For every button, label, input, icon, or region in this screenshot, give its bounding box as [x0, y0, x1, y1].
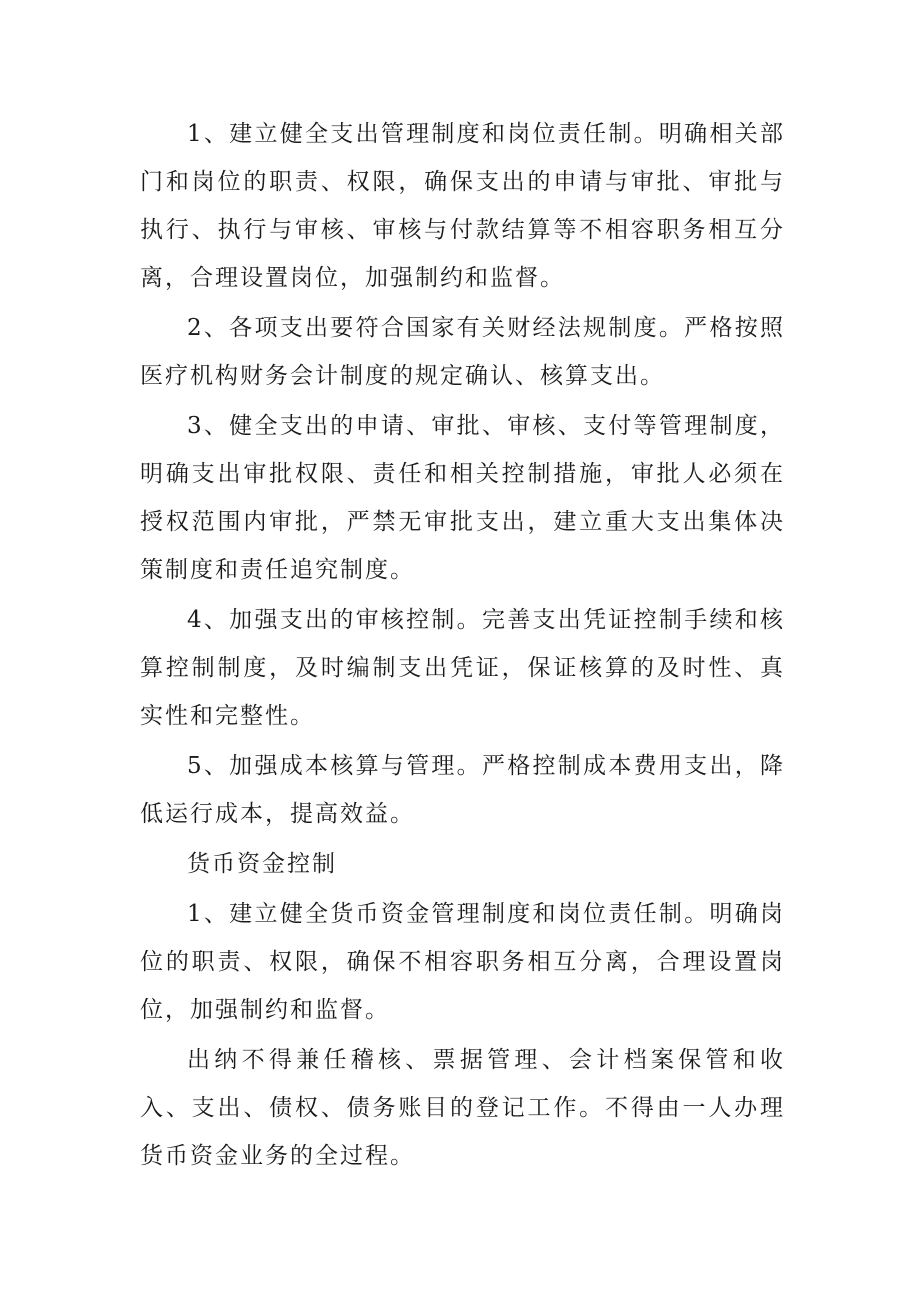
document-body [140, 110, 785, 1182]
paragraph-cash-1: 1、建立健全货币资金管理制度和岗位责任制。明确岗位的职责、权限，确保不相容职务相互分离，合理设置岗位，加强制约和监督。 [140, 901, 785, 1023]
paragraph-expense-5: 5、加强成本核算与管理。严格控制成本费用支出，降低运行成本，提高效益。 [140, 753, 785, 827]
paragraph-cashier-rule: 出纳不得兼任稽核、票据管理、会计档案保管和收入、支出、债权、债务账目的登记工作。不得由一人办理货币资金业务的全过程。 [140, 1047, 785, 1169]
paragraph-expense-1: 1、建立健全支出管理制度和岗位责任制。明确相关部门和岗位的职责、权限，确保支出的申请与审批、审批与执行、执行与审核、审核与付款结算等不相容职务相互分离，合理设置岗位，加强制约和监督。 [140, 121, 785, 291]
paragraph-expense-2: 2、各项支出要符合国家有关财经法规制度。严格按照医疗机构财务会计制度的规定确认、核算支出。 [140, 315, 785, 389]
section-heading-cash-control: 货币资金控制 [187, 851, 337, 877]
paragraph-expense-4: 4、加强支出的审核控制。完善支出凭证控制手续和核算控制制度，及时编制支出凭证，保证核算的及时性、真实性和完整性。 [140, 607, 785, 729]
paragraph-expense-3: 3、健全支出的申请、审批、审核、支付等管理制度，明确支出审批权限、责任和相关控制措施，审批人必须在授权范围内审批，严禁无审批支出，建立重大支出集体决策制度和责任追究制度。 [140, 413, 785, 583]
